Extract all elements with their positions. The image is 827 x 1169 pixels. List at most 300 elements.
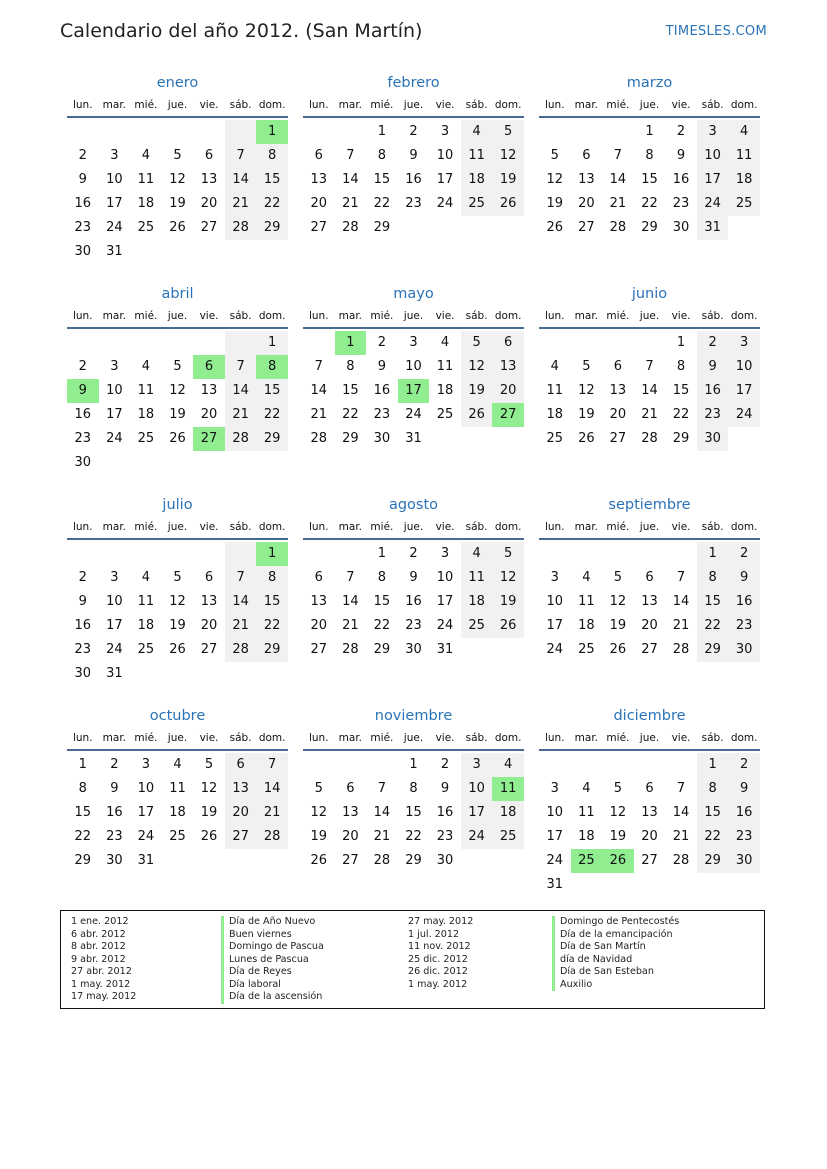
day-cell: 24 (697, 192, 729, 216)
weekday-header (303, 305, 524, 329)
day-cell: 6 (314, 570, 323, 585)
weekday-label: mar. (338, 99, 363, 111)
day-cell: 25 (492, 825, 524, 849)
day-cell: 21 (342, 196, 359, 211)
day-cell: 29 (373, 642, 391, 657)
day-cell: 23 (373, 407, 391, 422)
weekday-label: sáb. (701, 310, 724, 322)
holiday-day-cell: 26 (602, 849, 634, 873)
weekday-header (67, 727, 288, 751)
empty-day-cell (162, 240, 194, 264)
day-cell: 3 (110, 148, 119, 163)
day-cell: 14 (373, 805, 391, 820)
weekday-label: mar. (338, 732, 363, 744)
day-cell: 11 (546, 383, 564, 398)
day-cell: 9 (676, 148, 686, 163)
weekday-label: sáb. (701, 521, 724, 533)
day-cell: 17 (106, 618, 123, 633)
day-cell: 12 (169, 172, 186, 187)
day-cell: 30 (373, 431, 391, 446)
month-julio (67, 494, 288, 686)
weekday-label: vie. (435, 521, 455, 533)
day-cell: 22 (373, 196, 391, 211)
day-cell: 24 (546, 642, 564, 657)
day-cell: 29 (256, 427, 288, 451)
day-cell: 16 (74, 407, 92, 422)
day-cell: 5 (613, 781, 623, 796)
empty-day-cell (492, 216, 524, 240)
day-cell: 8 (346, 359, 355, 374)
day-cell: 3 (141, 757, 151, 772)
day-cell: 29 (641, 220, 658, 235)
day-cell: 26 (310, 853, 328, 868)
day-cell: 29 (373, 220, 391, 235)
day-cell: 13 (310, 594, 328, 609)
weekday-header (539, 516, 760, 540)
day-cell: 25 (436, 407, 454, 422)
day-cell: 6 (314, 148, 323, 163)
weekday-label: mié. (134, 310, 158, 322)
day-cell: 17 (137, 805, 155, 820)
day-cell: 27 (641, 853, 658, 868)
day-cell: 14 (342, 594, 359, 609)
empty-day-cell (130, 331, 162, 355)
day-cell: 19 (169, 407, 186, 422)
empty-day-cell (539, 120, 571, 144)
legend-holiday-date: 17 may. 2012 (71, 991, 137, 1002)
day-cell: 10 (106, 172, 123, 187)
day-cell: 7 (314, 359, 323, 374)
legend-holiday-date: 9 abr. 2012 (71, 953, 126, 965)
weekday-label: vie. (671, 99, 691, 111)
day-cell: 11 (578, 594, 595, 609)
day-cell: 27 (609, 431, 627, 446)
empty-day-cell (665, 873, 697, 897)
holiday-day-cell: 8 (256, 355, 288, 379)
day-cell: 18 (578, 829, 595, 844)
day-cell: 7 (346, 148, 355, 163)
weekday-label: dom. (494, 732, 522, 744)
day-cell: 31 (436, 642, 454, 657)
holiday-day-cell: 11 (492, 777, 524, 801)
day-cell: 2 (78, 359, 87, 374)
day-cell: 21 (310, 407, 328, 422)
empty-day-cell (193, 451, 225, 475)
weekday-label: dom. (258, 732, 286, 744)
day-cell: 29 (405, 853, 422, 868)
day-cell: 15 (405, 805, 422, 820)
day-cell: 25 (578, 642, 595, 657)
day-cell: 24 (546, 853, 564, 868)
day-cell: 21 (672, 618, 690, 633)
weekday-label: sáb. (701, 732, 724, 744)
day-cell: 8 (409, 781, 418, 796)
day-cell: 29 (672, 431, 690, 446)
day-cell: 15 (256, 168, 288, 192)
month-noviembre (303, 705, 524, 873)
weekday-label: dom. (258, 99, 286, 111)
day-cell: 2 (110, 757, 119, 772)
day-cell: 16 (672, 172, 690, 187)
weekday-label: dom. (494, 99, 522, 111)
day-cell: 24 (461, 825, 493, 849)
month-mayo (303, 283, 524, 451)
weekday-label: vie. (199, 310, 219, 322)
empty-day-cell (162, 451, 194, 475)
empty-day-cell (461, 427, 493, 451)
day-cell: 5 (461, 331, 493, 355)
day-cell: 28 (225, 216, 257, 240)
weekday-label: lun. (308, 732, 329, 744)
day-cell: 13 (200, 172, 218, 187)
legend-holiday-name: Domingo de Pascua (221, 941, 324, 954)
day-cell: 30 (697, 427, 729, 451)
empty-day-cell (130, 662, 162, 686)
day-cell: 13 (641, 805, 658, 820)
day-cell: 5 (204, 757, 214, 772)
day-cell: 2 (728, 753, 760, 777)
weekday-label: lun. (72, 99, 93, 111)
empty-day-cell (99, 451, 131, 475)
day-cell: 25 (137, 642, 155, 657)
day-cell: 15 (74, 805, 92, 820)
empty-day-cell (256, 451, 288, 475)
day-cell: 19 (609, 618, 627, 633)
empty-day-cell (665, 753, 697, 777)
day-grid (303, 120, 524, 240)
day-cell: 16 (405, 594, 422, 609)
legend-holiday-name: Día de Reyes (221, 966, 324, 979)
weekday-label: jue. (167, 310, 188, 322)
legend-holiday-name: Lunes de Pascua (221, 954, 324, 967)
day-cell: 11 (461, 566, 493, 590)
day-cell: 9 (110, 781, 119, 796)
day-cell: 22 (672, 407, 690, 422)
day-cell: 12 (492, 566, 524, 590)
day-cell: 18 (546, 407, 564, 422)
page-title: Calendario del año 2012. (San Martín) (60, 20, 423, 42)
day-cell: 4 (440, 335, 450, 350)
day-cell: 5 (173, 148, 182, 163)
day-cell: 29 (256, 638, 288, 662)
month-name: octubre (149, 708, 206, 724)
day-cell: 17 (546, 829, 564, 844)
month-febrero (303, 72, 524, 240)
day-cell: 23 (697, 403, 729, 427)
day-cell: 2 (409, 546, 418, 561)
day-cell: 8 (78, 781, 87, 796)
weekday-label: sáb. (229, 310, 252, 322)
day-cell: 20 (578, 196, 595, 211)
day-cell: 26 (169, 220, 186, 235)
day-cell: 20 (342, 829, 359, 844)
empty-day-cell (602, 331, 634, 355)
day-cell: 26 (492, 192, 524, 216)
day-grid (67, 542, 288, 686)
legend-holiday-name: Domingo de Pentecostés (552, 916, 679, 929)
legend-holiday-date: 27 may. 2012 (408, 916, 474, 927)
day-cell: 9 (728, 777, 760, 801)
day-cell: 12 (609, 594, 627, 609)
day-cell: 7 (676, 570, 686, 585)
day-cell: 3 (440, 546, 450, 561)
day-cell: 12 (578, 383, 595, 398)
day-cell: 13 (492, 355, 524, 379)
day-cell: 15 (256, 379, 288, 403)
legend-holiday-name: Día de la ascensión (221, 991, 324, 1004)
weekday-label: lun. (72, 732, 93, 744)
day-cell: 1 (697, 542, 729, 566)
day-cell: 26 (609, 642, 627, 657)
empty-day-cell (225, 849, 257, 873)
legend-holiday-date: 1 jul. 2012 (408, 928, 460, 940)
day-cell: 3 (697, 120, 729, 144)
empty-day-cell (256, 662, 288, 686)
day-cell: 13 (578, 172, 595, 187)
weekday-label: dom. (730, 99, 758, 111)
day-cell: 28 (373, 853, 391, 868)
empty-day-cell (99, 120, 131, 144)
day-grid (67, 753, 288, 873)
weekday-label: vie. (435, 99, 455, 111)
weekday-label: jue. (167, 99, 188, 111)
empty-day-cell (193, 331, 225, 355)
weekday-label: sáb. (229, 99, 252, 111)
empty-day-cell (461, 849, 493, 873)
day-cell: 28 (310, 431, 328, 446)
day-cell: 30 (728, 849, 760, 873)
day-cell: 7 (256, 753, 288, 777)
day-cell: 19 (169, 618, 186, 633)
empty-day-cell (634, 331, 666, 355)
weekday-label: vie. (671, 310, 691, 322)
day-cell: 22 (697, 614, 729, 638)
day-cell: 11 (728, 144, 760, 168)
weekday-header (539, 727, 760, 751)
day-cell: 22 (256, 614, 288, 638)
day-cell: 6 (204, 570, 214, 585)
weekday-label: dom. (258, 310, 286, 322)
day-cell: 9 (728, 566, 760, 590)
month-name: mayo (393, 286, 434, 302)
day-cell: 23 (74, 642, 92, 657)
month-name: diciembre (613, 708, 686, 724)
weekday-label: jue. (639, 99, 660, 111)
empty-day-cell (335, 542, 367, 566)
day-cell: 1 (377, 546, 387, 561)
day-cell: 18 (461, 168, 493, 192)
day-cell: 26 (169, 642, 186, 657)
day-grid (303, 542, 524, 662)
day-cell: 30 (728, 638, 760, 662)
day-grid (67, 331, 288, 475)
empty-day-cell (162, 662, 194, 686)
day-cell: 22 (697, 825, 729, 849)
day-cell: 5 (582, 359, 591, 374)
day-cell: 10 (546, 594, 564, 609)
weekday-label: lun. (544, 521, 565, 533)
day-cell: 12 (492, 144, 524, 168)
day-cell: 3 (550, 781, 559, 796)
day-cell: 10 (106, 594, 123, 609)
day-cell: 12 (546, 172, 564, 187)
day-cell: 20 (200, 618, 218, 633)
weekday-label: sáb. (465, 521, 488, 533)
weekday-label: jue. (403, 521, 424, 533)
weekday-label: lun. (72, 310, 93, 322)
day-cell: 4 (728, 120, 760, 144)
day-cell: 21 (225, 614, 257, 638)
empty-day-cell (492, 427, 524, 451)
day-cell: 25 (728, 192, 760, 216)
day-cell: 7 (613, 148, 623, 163)
month-name: febrero (387, 75, 440, 91)
day-cell: 20 (641, 829, 658, 844)
holiday-day-cell: 9 (67, 379, 99, 403)
day-cell: 3 (110, 570, 119, 585)
weekday-label: mié. (134, 732, 158, 744)
empty-day-cell (130, 542, 162, 566)
day-cell: 5 (492, 120, 524, 144)
day-cell: 18 (492, 801, 524, 825)
weekday-label: dom. (494, 521, 522, 533)
empty-day-cell (130, 451, 162, 475)
weekday-header (539, 94, 760, 118)
day-cell: 19 (609, 829, 627, 844)
day-cell: 8 (377, 148, 387, 163)
day-cell: 4 (461, 542, 493, 566)
day-cell: 16 (728, 801, 760, 825)
day-cell: 2 (377, 335, 387, 350)
day-cell: 15 (697, 801, 729, 825)
empty-day-cell (366, 753, 398, 777)
empty-day-cell (162, 120, 194, 144)
weekday-label: sáb. (465, 310, 488, 322)
empty-day-cell (571, 331, 603, 355)
month-name: agosto (388, 497, 439, 513)
day-cell: 19 (546, 196, 564, 211)
legend-holiday-date: 27 abr. 2012 (71, 966, 132, 977)
legend-holiday-name: Día de la emancipación (552, 929, 679, 942)
empty-day-cell (602, 873, 634, 897)
weekday-label: lun. (308, 310, 329, 322)
day-cell: 7 (377, 781, 387, 796)
weekday-label: sáb. (229, 521, 252, 533)
day-cell: 23 (672, 196, 690, 211)
weekday-label: mar. (338, 521, 363, 533)
day-cell: 3 (440, 124, 450, 139)
empty-day-cell (602, 753, 634, 777)
day-cell: 13 (200, 383, 218, 398)
day-cell: 25 (137, 431, 155, 446)
day-cell: 26 (169, 431, 186, 446)
day-cell: 26 (492, 614, 524, 638)
weekday-label: mié. (134, 521, 158, 533)
day-cell: 22 (405, 829, 422, 844)
day-cell: 14 (256, 777, 288, 801)
day-cell: 16 (405, 172, 422, 187)
holiday-day-cell: 1 (335, 331, 367, 355)
weekday-header (303, 727, 524, 751)
weekday-label: lun. (308, 521, 329, 533)
legend-names-col-2 (552, 916, 679, 991)
day-cell: 24 (137, 829, 155, 844)
day-cell: 6 (645, 781, 654, 796)
day-cell: 12 (310, 805, 328, 820)
day-cell: 28 (225, 638, 257, 662)
weekday-header (67, 94, 288, 118)
weekday-label: dom. (730, 310, 758, 322)
day-cell: 30 (106, 853, 123, 868)
day-cell: 20 (225, 801, 257, 825)
legend-holiday-name: día de Navidad (552, 954, 679, 967)
day-cell: 4 (173, 757, 182, 772)
day-cell: 14 (310, 383, 328, 398)
day-cell: 7 (225, 144, 257, 168)
day-cell: 11 (436, 359, 454, 374)
day-cell: 1 (676, 335, 686, 350)
empty-day-cell (539, 542, 571, 566)
day-cell: 11 (578, 805, 595, 820)
day-cell: 14 (225, 168, 257, 192)
day-cell: 8 (256, 566, 288, 590)
legend-holiday-name: Día de San Esteban (552, 966, 679, 979)
weekday-header (539, 305, 760, 329)
day-cell: 3 (461, 753, 493, 777)
day-cell: 6 (492, 331, 524, 355)
day-cell: 4 (141, 359, 151, 374)
weekday-label: jue. (639, 521, 660, 533)
weekday-label: mar. (574, 732, 599, 744)
weekday-label: vie. (435, 310, 455, 322)
legend-holiday-name: Día de Año Nuevo (221, 916, 324, 929)
day-cell: 24 (106, 220, 123, 235)
legend-holiday-date: 26 dic. 2012 (408, 966, 468, 977)
day-cell: 5 (173, 359, 182, 374)
weekday-label: mié. (606, 310, 630, 322)
day-cell: 31 (697, 216, 729, 240)
day-cell: 11 (461, 144, 493, 168)
day-cell: 17 (546, 618, 564, 633)
day-cell: 18 (137, 618, 155, 633)
day-cell: 23 (728, 825, 760, 849)
day-cell: 19 (578, 407, 595, 422)
day-cell: 29 (342, 431, 359, 446)
day-grid (303, 331, 524, 451)
empty-day-cell (130, 240, 162, 264)
day-cell: 15 (373, 172, 391, 187)
empty-day-cell (728, 216, 760, 240)
day-cell: 17 (106, 407, 123, 422)
weekday-label: jue. (403, 99, 424, 111)
day-cell: 15 (697, 590, 729, 614)
day-cell: 20 (492, 379, 524, 403)
day-cell: 16 (728, 590, 760, 614)
day-cell: 20 (200, 196, 218, 211)
day-cell: 13 (609, 383, 627, 398)
day-cell: 14 (225, 379, 257, 403)
day-cell: 11 (137, 594, 155, 609)
legend-holiday-name: Auxilio (552, 979, 679, 992)
day-cell: 5 (613, 570, 623, 585)
empty-day-cell (634, 753, 666, 777)
day-cell: 1 (256, 331, 288, 355)
brand-link[interactable]: TIMESLES.COM (665, 24, 767, 39)
weekday-label: lun. (72, 521, 93, 533)
day-cell: 18 (137, 407, 155, 422)
day-cell: 8 (697, 777, 729, 801)
weekday-header (67, 305, 288, 329)
